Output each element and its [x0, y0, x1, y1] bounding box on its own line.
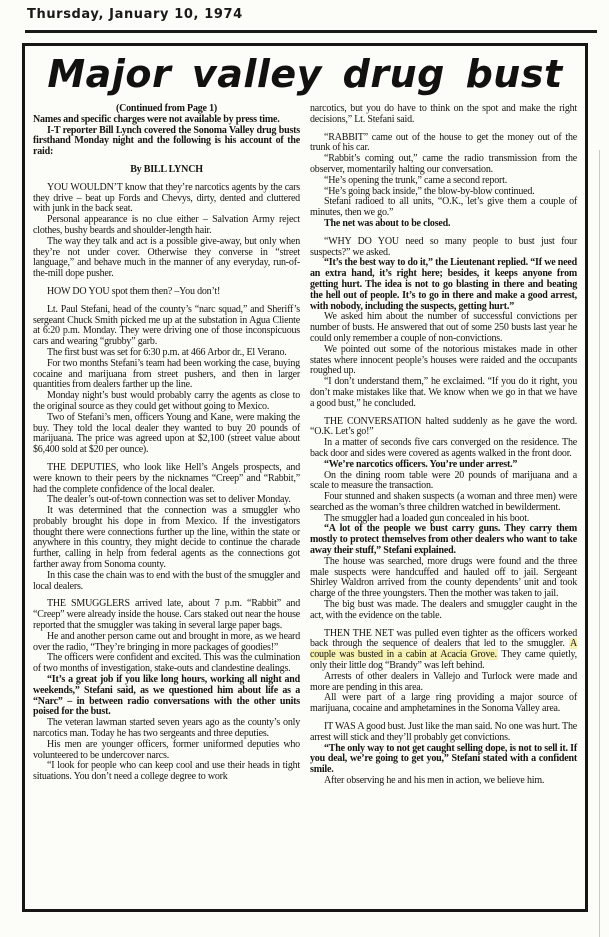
- page-edge-line: [599, 150, 600, 937]
- article-paragraph: narcotics, but you do have to think on the spot and make the right decisions,” Lt. Stefani said.: [310, 103, 577, 125]
- article-paragraph: He and another person came out and brought in more, as we heard over the radio, “They’re bringing in more packages of goodies!”: [33, 630, 300, 653]
- article-paragraph: “He’s going back inside,” the blow-by-blow continued.: [324, 185, 535, 197]
- article-paragraph: “It’s a great job if you like long hours, working all night and weekends,” Stefani said, as we questioned him about life as a “Narc” – in between radio conversations with the other units poised for the bust.: [33, 674, 300, 718]
- article-paragraph: The big bust was made. The dealers and smuggler caught in the act, with the evidence on the table.: [310, 599, 577, 621]
- article-paragraph: “We’re narcotics officers. You’re under arrest.”: [324, 458, 518, 470]
- article-paragraph: His men are younger officers, former uniformed deputies who volunteered to be undercover narcs.: [33, 738, 300, 761]
- top-rule: [25, 30, 597, 33]
- article-paragraph: After observing he and his men in action, we believe him.: [324, 775, 545, 787]
- article-paragraph: We asked him about the number of successful convictions per number of busts. He answered that out of some 250 busts last year he could only remember a couple of non-convictions.: [310, 311, 577, 344]
- article-paragraph: The officers were confident and excited. This was the culmination of two months of investigation, stake-outs and clandestine dealings.: [33, 652, 300, 675]
- article-paragraph: The house was searched, more drugs were found and the three male suspects were handcuffed and hauled off to jail. Sergeant Shirley Waldron arrived from the county dependents’ unit and took charge of the three youngsters. Then the mother was taken to jail.: [310, 555, 577, 600]
- article-paragraph: Arrests of other dealers in Vallejo and Turlock were made and more are pending in this area.: [310, 670, 577, 693]
- article-paragraph: The first bust was set for 6:30 p.m. at 466 Arbor dr., El Verano.: [47, 346, 287, 358]
- article-paragraph: Stefani radioed to all units, “O.K., let’s give them a couple of minutes, then we go.”: [310, 196, 577, 219]
- article-paragraph: Personal appearance is no clue either – Salvation Army reject clothes, bushy beards and shoulder-length hair.: [33, 214, 300, 236]
- headline: Major valley drug bust: [47, 52, 563, 96]
- article-paragraph: On the dining room table were 20 pounds of marijuana and a scale to measure the transaction.: [310, 469, 577, 492]
- paragraph-text: They came quietly, only their little dog “Brandy” was left behind.: [310, 649, 577, 672]
- article-columns: [25, 100, 585, 890]
- article-paragraph: Lt. Paul Stefani, head of the county’s “narc squad,” and Sheriff’s sergeant Chuck Smith picked me up at the substation in Agua Cliente at 6:20 p.m. Monday. They were driving one of those inconspicuous cars and wearing “grubby” garb.: [33, 303, 300, 348]
- article-paragraph: The dealer’s out-of-town connection was set to deliver Monday.: [47, 494, 291, 506]
- article-paragraph: In a matter of seconds five cars converged on the residence. The back door and sides were covered as agents walked in the front door.: [310, 437, 577, 459]
- article-paragraph: Names and specific charges were not available by press time.: [33, 113, 280, 125]
- article-paragraph: Two of Stefani’s men, officers Young and Kane, were making the buy. They told the local dealer they wanted to buy 20 pounds of marijuana. The price was agreed upon at $2,100 (street value about $6,400 sold at $20 per ounce).: [33, 411, 300, 456]
- article-paragraph: THE SMUGGLERS arrived late, about 7 p.m. “Rabbit” and “Creep” were already inside the house. Cars staked out near the house reported that the smuggler was taking in several large paper bags.: [33, 598, 300, 632]
- article-paragraph: By BILL LYNCH: [130, 163, 203, 175]
- date-line: Thursday, January 10, 1974: [27, 7, 243, 22]
- article-paragraph: We pointed out some of the notorious mistakes made in other states where innocent people’s houses were raided and the occupants roughed up.: [310, 343, 577, 377]
- article-paragraph: I-T reporter Bill Lynch covered the Sonoma Valley drug busts firsthand Monday night and the following is his account of the raid:: [33, 124, 300, 158]
- article-paragraph: “Rabbit’s coming out,” came the radio transmission from the observer, momentarily halting our conversation.: [310, 153, 577, 175]
- article-paragraph: YOU WOULDN’T know that they’re narcotics agents by the cars they drive – beat up Fords and Chevys, dirty, dented and cluttered with junk in the back seat.: [33, 181, 300, 215]
- article-paragraph: In this case the chain was to end with the bust of the smuggler and local dealers.: [33, 569, 300, 592]
- article-paragraph: The smuggler had a loaded gun concealed in his boot.: [324, 512, 530, 524]
- article-paragraph: The net was about to be closed.: [324, 217, 451, 229]
- article-paragraph: Monday night’s bust would probably carry the agents as close to the original source as they could get without going to Mexico.: [33, 390, 300, 412]
- article-column-left: [33, 104, 300, 890]
- article-paragraph: THE CONVERSATION halted suddenly as he gave the word. “O.K. Let’s go!”: [310, 415, 577, 438]
- highlighted-sentence: A couple was busted in a cabin at Acacia Grove.: [310, 638, 577, 661]
- article-paragraph: The way they talk and act is a possible give-away, but only when they’re not under cover. Otherwise they converse in “street language,” and behave much in the manner of any everyday, run-of-the-mill dope pusher.: [33, 235, 300, 280]
- article-paragraph: “It’s the best way to do it,” the Lieutenant replied. “If we need an extra hand, it’s right here; besides, it keeps anyone from getting hurt. The idea is not to go blasting in there and beating the hell out of people. It’s to go in there and make a good arrest, with nobody, including the suspects, getting hurt.”: [310, 257, 577, 312]
- article-paragraph: Four stunned and shaken suspects (a woman and three men) were searched as the woman’s three children watched in bewilderment.: [310, 491, 577, 513]
- article-paragraph: The veteran lawman started seven years ago as the county’s only narcotics man. Today he has two sergeants and three deputies.: [33, 717, 300, 740]
- article-box: [22, 43, 588, 912]
- article-paragraph: “WHY DO YOU need so many people to bust just four suspects?” we asked.: [310, 235, 577, 258]
- article-paragraph: HOW DO YOU spot them then? –You don’t!: [47, 285, 221, 297]
- article-paragraph: “I don’t understand them,” he exclaimed. “If you do it right, you don’t make mistakes like that. We know when we go in that we have a good bust,” he concluded.: [310, 376, 577, 409]
- article-column-right: [310, 104, 577, 890]
- article-paragraph: “The only way to not get caught selling dope, is not to sell it. If you deal, we’re going to get you,” Stefani stated with a confident smile.: [310, 742, 577, 776]
- article-paragraph: For two months Stefani’s team had been working the case, buying cocaine and marijuana from street pushers, and then in larger quantities from dealers farther up the line.: [33, 357, 300, 391]
- article-paragraph: (Continued from Page 1): [115, 103, 218, 114]
- article-paragraph: “I look for people who can keep cool and use their heads in tight situations. You don’t need a college degree to work: [33, 760, 300, 783]
- article-paragraph: [310, 629, 577, 672]
- article-paragraph: “RABBIT” came out of the house to get the money out of the trunk of his car.: [310, 131, 577, 154]
- article-paragraph: All were part of a large ring providing a major source of marijuana, cocaine and amphetamines in the Sonoma Valley area.: [310, 692, 577, 715]
- article-paragraph: IT WAS A good bust. Just like the man said. No one was hurt. The arrest will stick and they’ll probably get convictions.: [310, 721, 577, 743]
- paragraph-text: THEN THE NET was pulled even tighter as the officers worked back through the sequence of dealers that led to the smuggler.: [310, 627, 577, 650]
- article-paragraph: “A lot of the people we bust carry guns. They carry them mostly to protect themselves from other dealers who want to take away their stuff,” Stefani explained.: [310, 523, 577, 557]
- article-paragraph: THE DEPUTIES, who look like Hell’s Angels prospects, and were known to their peers by the nicknames “Creep” and “Rabbit,” had the complete confidence of the local dealer.: [33, 461, 300, 495]
- article-paragraph: It was determined that the connection was a smuggler who probably brought his dope in from Mexico. If the investigators thought there were connections further up the line, within the state or anywhere in this country, they might decide to continue the charade further, calling in help from federal agents as the connections got farther away from Sonoma county.: [33, 505, 300, 571]
- article-paragraph: “He’s opening the trunk,” came a second report.: [324, 174, 508, 186]
